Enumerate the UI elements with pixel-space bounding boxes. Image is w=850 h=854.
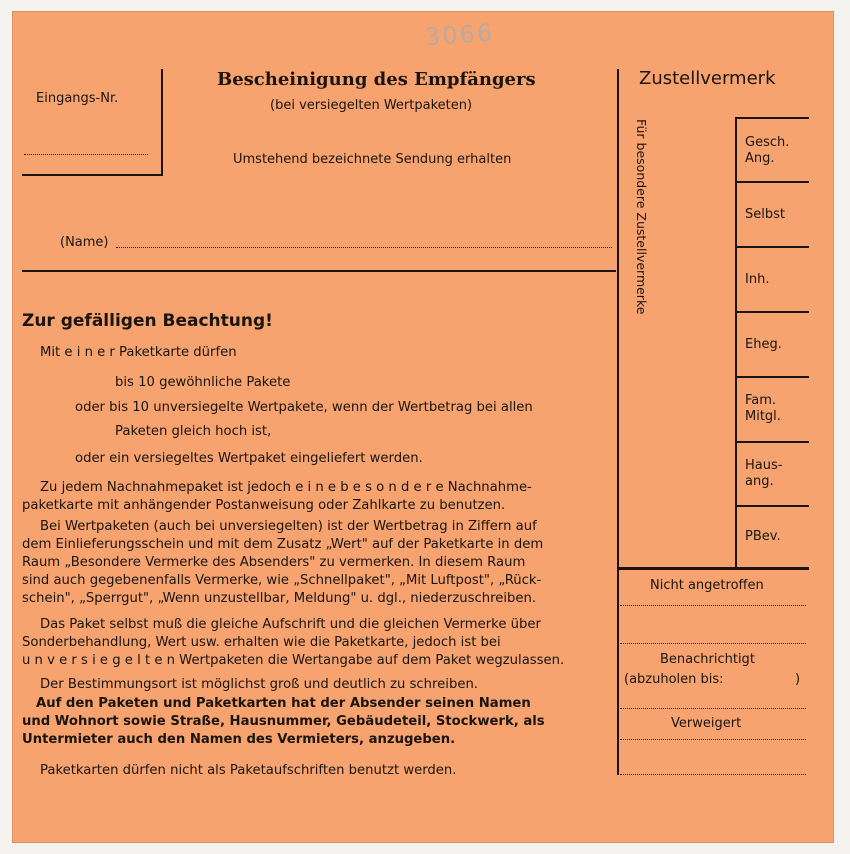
box-label-line1: Haus- bbox=[745, 458, 783, 473]
pickup-field[interactable] bbox=[620, 708, 806, 709]
pickup-label: (abzuholen bis: bbox=[624, 672, 724, 687]
delivery-box-inh[interactable] bbox=[745, 272, 769, 288]
name-label: (Name) bbox=[60, 235, 109, 250]
name-field[interactable] bbox=[116, 247, 612, 248]
certificate-subtitle: (bei versiegelten Wertpaketen) bbox=[270, 98, 473, 113]
notice-p8-line2: Sonderbehandlung, Wert usw. erhalten wie die Paketkarte, jedoch ist bei bbox=[22, 635, 501, 650]
notice-p5: oder ein versiegeltes Wertpaket eingeliefert werden. bbox=[75, 451, 423, 466]
box-label-line1: Inh. bbox=[745, 272, 770, 287]
notice-p8-line1: Das Paket selbst muß die gleiche Aufschrift und die gleichen Vermerke über bbox=[40, 617, 541, 632]
pencil-stamp-number: 3066 bbox=[424, 18, 495, 52]
notice-heading: Zur gefälligen Beachtung! bbox=[22, 311, 273, 331]
receipt-box-right-border bbox=[161, 69, 163, 175]
delivery-box-divider bbox=[735, 311, 809, 313]
delivery-box-eheg[interactable] bbox=[745, 337, 782, 353]
box-label-line2: Mitgl. bbox=[745, 409, 781, 424]
delivery-box-divider bbox=[735, 441, 809, 443]
delivery-boxes-bottom-border bbox=[617, 567, 809, 570]
delivery-box-haus-ang[interactable] bbox=[745, 458, 782, 490]
notice-p7-line2: dem Einlieferungsschein und mit dem Zusatz „Wert" auf der Paketkarte in dem bbox=[22, 537, 544, 552]
notice-p7-line4: sind auch gegebenenfalls Vermerke, wie „Schnellpaket", „Mit Luftpost", „Rück- bbox=[22, 573, 542, 588]
box-label-line1: Selbst bbox=[745, 207, 785, 222]
notice-p7-line5: schein", „Sperrgut", „Wenn unzustellbar, Meldung" u. dgl., niederzuschreiben. bbox=[22, 591, 537, 606]
box-label-line2: ang. bbox=[745, 474, 774, 489]
notice-p7-line1: Bei Wertpaketen (auch bei unversiegelten) ist der Wertbetrag in Ziffern auf bbox=[40, 519, 537, 534]
not-found-field-2[interactable] bbox=[620, 643, 806, 644]
notice-p7-line3: Raum „Besondere Vermerke des Absenders" zu vermerken. In diesem Raum bbox=[22, 555, 526, 570]
notice-p6-line1: Zu jedem Nachnahmepaket ist jedoch e i n e b e s o n d e r e Nachnahme- bbox=[40, 480, 532, 495]
delivery-box-pbev[interactable] bbox=[745, 529, 781, 545]
notified-label: Benachrichtigt bbox=[660, 652, 755, 667]
notice-p3: oder bis 10 unversiegelte Wertpakete, wenn der Wertbetrag bei allen bbox=[75, 400, 533, 415]
box-label-line1: Eheg. bbox=[745, 337, 782, 352]
delivery-title: Zustellvermerk bbox=[639, 68, 776, 89]
notice-p2: bis 10 gewöhnliche Pakete bbox=[115, 375, 291, 390]
header-separator bbox=[22, 270, 616, 272]
parcel-card bbox=[12, 11, 834, 843]
notice-p6-line2: paketkarte mit anhängender Postanweisung oder Zahlkarte zu benutzen. bbox=[22, 498, 506, 513]
delivery-box-divider bbox=[735, 505, 809, 507]
notice-p9: Der Bestimmungsort ist möglichst groß und deutlich zu schreiben. bbox=[40, 677, 478, 692]
receipt-number-field[interactable] bbox=[24, 154, 148, 155]
certificate-title: Bescheinigung des Empfängers bbox=[217, 69, 536, 90]
delivery-box-gesch-ang[interactable] bbox=[745, 135, 789, 167]
delivery-box-divider bbox=[735, 376, 809, 378]
notice-p10-line1: Auf den Paketen und Paketkarten hat der Absender seinen Namen bbox=[36, 696, 531, 711]
delivery-box-divider bbox=[735, 246, 809, 248]
pickup-close: ) bbox=[795, 672, 801, 687]
notice-p11: Paketkarten dürfen nicht als Paketaufschriften benutzt werden. bbox=[40, 763, 457, 778]
delivery-box-divider bbox=[735, 181, 809, 183]
receipt-number-label: Eingangs-Nr. bbox=[36, 91, 119, 106]
refused-label: Verweigert bbox=[671, 716, 742, 731]
delivery-box-fam-mitgl[interactable] bbox=[745, 393, 781, 425]
receipt-box-bottom-border bbox=[22, 174, 163, 176]
notice-p10-line2: und Wohnort sowie Straße, Hausnummer, Gebäudeteil, Stockwerk, als bbox=[22, 714, 545, 729]
delivery-boxes-left-border bbox=[735, 117, 737, 568]
notice-p4: Paketen gleich hoch ist, bbox=[115, 424, 272, 439]
not-found-field[interactable] bbox=[620, 605, 806, 606]
box-label-line1: Gesch. bbox=[745, 135, 790, 150]
delivery-column-border bbox=[617, 69, 619, 775]
received-text: Umstehend bezeichnete Sendung erhalten bbox=[233, 152, 512, 167]
box-label-line1: PBev. bbox=[745, 529, 781, 544]
delivery-vertical-label: Für besondere Zustellvermerke bbox=[634, 119, 649, 315]
delivery-box-selbst[interactable] bbox=[745, 207, 785, 223]
box-label-line1: Fam. bbox=[745, 393, 777, 408]
refused-field[interactable] bbox=[620, 739, 806, 740]
delivery-box-divider bbox=[735, 117, 809, 119]
notice-p1: Mit e i n e r Paketkarte dürfen bbox=[40, 345, 237, 360]
notice-p8-line3: u n v e r s i e g e l t e n Wertpaketen die Wertangabe auf dem Paket wegzulassen. bbox=[22, 653, 565, 668]
box-label-line2: Ang. bbox=[745, 151, 775, 166]
refused-field-2[interactable] bbox=[620, 774, 806, 775]
notice-p10-line3: Untermieter auch den Namen des Vermieters, anzugeben. bbox=[22, 732, 456, 747]
not-found-label: Nicht angetroffen bbox=[650, 578, 764, 593]
